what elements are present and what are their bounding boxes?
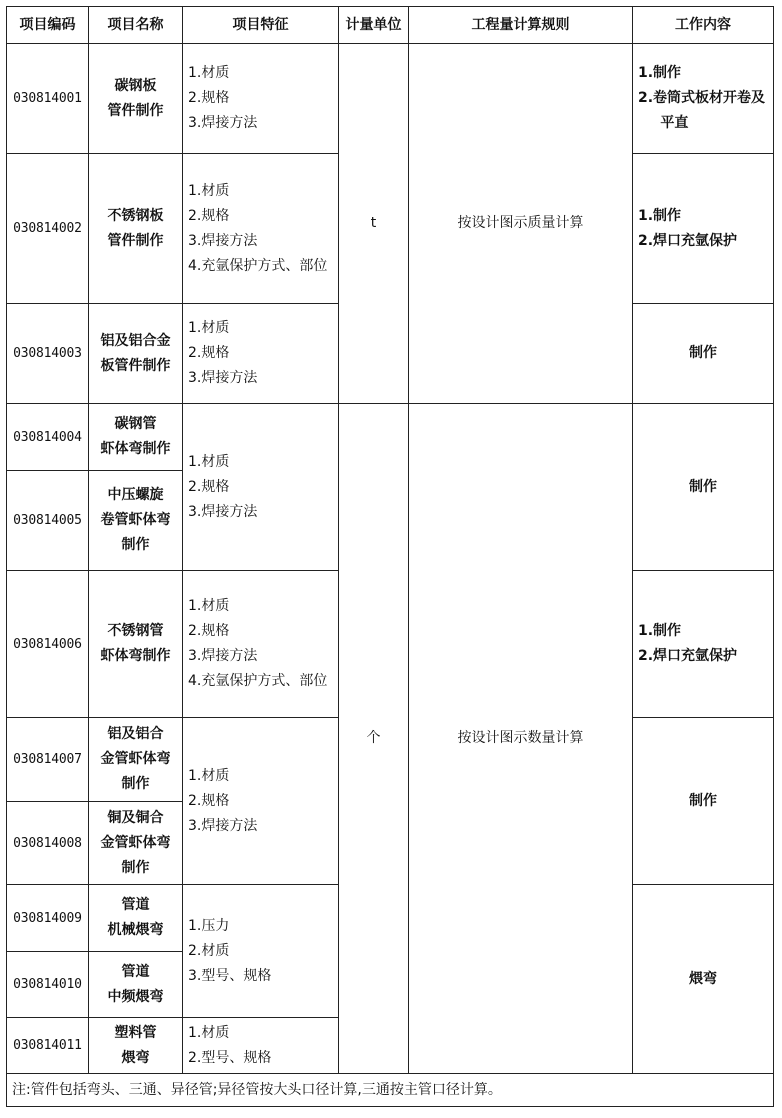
item-code: 030814006 — [7, 571, 89, 718]
feature-line: 2.规格 — [188, 792, 230, 809]
header-row — [7, 7, 774, 44]
feature-line: 3.焊接方法 — [188, 232, 258, 249]
spec-table — [6, 6, 774, 1107]
item-name-line: 制作 — [121, 537, 150, 553]
feature-line: 1.材质 — [188, 1024, 230, 1041]
item-name-line: 制作 — [121, 776, 150, 792]
work-line: 2.焊口充氩保护 — [638, 648, 738, 664]
item-name — [89, 154, 183, 304]
item-code: 030814007 — [7, 718, 89, 802]
feature-line: 2.规格 — [188, 207, 230, 224]
header-work: 工作内容 — [633, 7, 774, 44]
item-name-line: 金管虾体弯 — [100, 834, 171, 851]
feature-line: 1.材质 — [188, 320, 230, 336]
item-name-line: 金管虾体弯 — [100, 751, 171, 767]
header-code: 项目编码 — [7, 7, 89, 44]
item-name — [89, 404, 183, 471]
rule-cell: 按设计图示数量计算 — [409, 404, 633, 1074]
feature-line: 1.材质 — [188, 65, 230, 81]
item-name-line: 煨弯 — [121, 1049, 150, 1066]
item-code: 030814001 — [7, 44, 89, 154]
table-note: 注:管件包括弯头、三通、异径管;异径管按大头口径计算,三通按主管口径计算。 — [7, 1074, 774, 1107]
work-line: 2.卷筒式板材开卷及平直 — [638, 90, 766, 131]
feature-line: 3.焊接方法 — [188, 817, 258, 834]
unit-cell: 个 — [339, 404, 409, 1074]
item-features — [183, 404, 339, 571]
table-row — [7, 44, 774, 154]
item-features — [183, 571, 339, 718]
item-code: 030814010 — [7, 952, 89, 1018]
feature-line: 4.充氩保护方式、部位 — [188, 673, 328, 689]
header-rule: 工程量计算规则 — [409, 7, 633, 44]
item-name-line: 不锈钢管 — [107, 623, 164, 639]
work-cell: 煨弯 — [633, 885, 774, 1074]
item-name-line: 中频煨弯 — [107, 988, 164, 1005]
feature-line: 1.材质 — [188, 767, 230, 784]
item-name-line: 虾体弯制作 — [100, 648, 171, 664]
item-name — [89, 471, 183, 571]
feature-line: 1.材质 — [188, 453, 230, 470]
feature-line: 3.型号、规格 — [188, 967, 272, 984]
item-name — [89, 802, 183, 885]
work-line: 2.焊口充氩保护 — [638, 232, 738, 249]
work-cell — [633, 571, 774, 718]
feature-line: 1.材质 — [188, 598, 230, 614]
item-name-line: 制作 — [121, 859, 150, 876]
item-name-line: 铝及铝合金 — [100, 332, 171, 349]
item-name-line: 碳钢管 — [114, 416, 157, 432]
item-name-line: 卷管虾体弯 — [100, 512, 171, 528]
item-name — [89, 1018, 183, 1074]
item-code: 030814011 — [7, 1018, 89, 1074]
item-name-line: 中压螺旋 — [107, 487, 164, 503]
item-name-line: 管道 — [121, 963, 150, 980]
item-name — [89, 304, 183, 404]
feature-line: 2.规格 — [188, 623, 230, 639]
item-name-line: 管件制作 — [107, 232, 164, 249]
item-features — [183, 44, 339, 154]
item-name — [89, 885, 183, 952]
feature-line: 1.压力 — [188, 917, 230, 934]
item-name-line: 铜及铜合 — [107, 809, 164, 826]
feature-line: 1.材质 — [188, 182, 230, 199]
work-cell: 制作 — [633, 718, 774, 885]
item-code: 030814003 — [7, 304, 89, 404]
header-unit: 计量单位 — [339, 7, 409, 44]
work-cell: 制作 — [633, 304, 774, 404]
rule-cell: 按设计图示质量计算 — [409, 44, 633, 404]
feature-line: 2.型号、规格 — [188, 1049, 272, 1066]
item-name-line: 管件制作 — [107, 102, 164, 119]
item-name — [89, 718, 183, 802]
item-name-line: 板管件制作 — [100, 357, 171, 374]
item-features — [183, 718, 339, 885]
feature-line: 2.规格 — [188, 478, 230, 495]
item-features — [183, 1018, 339, 1074]
item-name-line: 碳钢板 — [114, 77, 157, 94]
note-row — [7, 1074, 774, 1107]
feature-line: 3.焊接方法 — [188, 503, 258, 520]
feature-line: 3.焊接方法 — [188, 115, 258, 131]
item-name — [89, 571, 183, 718]
item-name-line: 机械煨弯 — [107, 922, 164, 938]
table-row — [7, 404, 774, 471]
work-cell — [633, 44, 774, 154]
feature-line: 2.规格 — [188, 345, 230, 361]
item-name — [89, 44, 183, 154]
work-cell — [633, 154, 774, 304]
item-name-line: 虾体弯制作 — [100, 441, 171, 457]
feature-line: 3.焊接方法 — [188, 648, 258, 664]
item-name-line: 塑料管 — [114, 1024, 157, 1041]
feature-line: 2.材质 — [188, 942, 230, 959]
feature-line: 2.规格 — [188, 90, 230, 106]
header-name: 项目名称 — [89, 7, 183, 44]
header-features: 项目特征 — [183, 7, 339, 44]
item-code: 030814002 — [7, 154, 89, 304]
item-name-line: 铝及铝合 — [107, 726, 164, 742]
item-code: 030814005 — [7, 471, 89, 571]
unit-cell: t — [339, 44, 409, 404]
work-line: 1.制作 — [638, 623, 682, 639]
spec-table-container — [6, 6, 774, 1107]
item-name-line: 管道 — [121, 897, 150, 913]
work-line: 1.制作 — [638, 207, 682, 224]
item-code: 030814004 — [7, 404, 89, 471]
item-name — [89, 952, 183, 1018]
feature-line: 3.焊接方法 — [188, 370, 258, 386]
item-features — [183, 885, 339, 1018]
work-line: 1.制作 — [638, 65, 682, 81]
item-name-line: 不锈钢板 — [107, 207, 164, 224]
work-cell: 制作 — [633, 404, 774, 571]
feature-line: 4.充氩保护方式、部位 — [188, 257, 328, 274]
item-features — [183, 304, 339, 404]
item-code: 030814009 — [7, 885, 89, 952]
item-code: 030814008 — [7, 802, 89, 885]
item-features — [183, 154, 339, 304]
